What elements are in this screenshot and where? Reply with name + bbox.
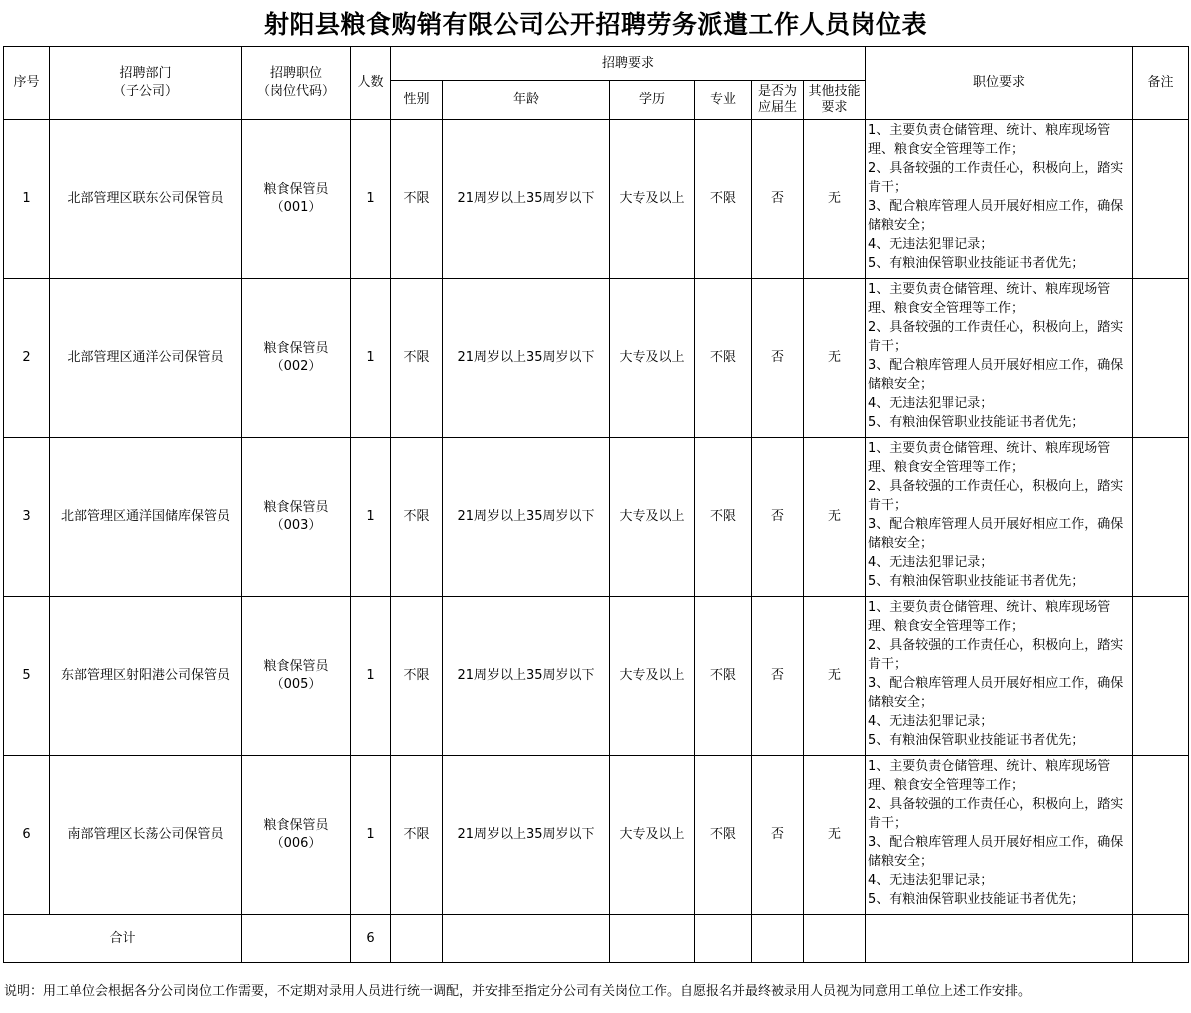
duty-line: 4、无违法犯罪记录； [868, 237, 994, 252]
duty-line: 2、具备较强的工作责任心，积极向上，踏实肯干； [868, 638, 1124, 672]
cell-major: 不限 [695, 438, 752, 597]
cell-other-skills: 无 [804, 597, 866, 756]
cell-gender: 不限 [391, 120, 443, 279]
cell-dept: 南部管理区长荡公司保管员 [50, 756, 242, 915]
duty-line: 2、具备较强的工作责任心，积极向上，踏实肯干； [868, 320, 1124, 354]
total-empty [866, 915, 1133, 963]
cell-dept: 北部管理区通洋国储库保管员 [50, 438, 242, 597]
duty-line: 1、主要负责仓储管理、统计、粮库现场管理、粮食安全管理等工作； [868, 441, 1111, 475]
cell-remarks [1133, 438, 1189, 597]
cell-duties [866, 756, 1133, 915]
duty-line: 3、配合粮库管理人员开展好相应工作，确保储粮安全； [868, 517, 1124, 551]
total-empty [1133, 915, 1189, 963]
cell-remarks [1133, 597, 1189, 756]
cell-education: 大专及以上 [610, 597, 695, 756]
cell-count: 1 [351, 756, 391, 915]
cell-dept: 东部管理区射阳港公司保管员 [50, 597, 242, 756]
cell-gender: 不限 [391, 279, 443, 438]
duty-line: 5、有粮油保管职业技能证书者优先； [868, 415, 1085, 430]
cell-seq: 2 [4, 279, 50, 438]
cell-other-skills: 无 [804, 279, 866, 438]
header-fresh-graduate: 是否为 应届生 [752, 81, 804, 120]
cell-duties [866, 120, 1133, 279]
cell-other-skills: 无 [804, 438, 866, 597]
total-label: 合计 [4, 915, 242, 963]
cell-duties [866, 279, 1133, 438]
cell-age: 21周岁以上35周岁以下 [443, 438, 610, 597]
cell-age: 21周岁以上35周岁以下 [443, 120, 610, 279]
cell-gender: 不限 [391, 597, 443, 756]
duty-line: 4、无违法犯罪记录； [868, 555, 994, 570]
total-empty [391, 915, 443, 963]
cell-remarks [1133, 756, 1189, 915]
header-dept: 招聘部门 （子公司） [50, 47, 242, 120]
cell-fresh-graduate: 否 [752, 756, 804, 915]
duty-line: 3、配合粮库管理人员开展好相应工作，确保储粮安全； [868, 835, 1124, 869]
table-row [4, 279, 1189, 438]
total-empty [752, 915, 804, 963]
cell-fresh-graduate: 否 [752, 438, 804, 597]
duty-line: 1、主要负责仓储管理、统计、粮库现场管理、粮食安全管理等工作； [868, 759, 1111, 793]
cell-count: 1 [351, 438, 391, 597]
duty-line: 3、配合粮库管理人员开展好相应工作，确保储粮安全； [868, 676, 1124, 710]
cell-seq: 6 [4, 756, 50, 915]
table-row [4, 438, 1189, 597]
duty-line: 4、无违法犯罪记录； [868, 396, 994, 411]
cell-seq: 5 [4, 597, 50, 756]
header-remarks: 备注 [1133, 47, 1189, 120]
header-gender: 性别 [391, 81, 443, 120]
duty-line: 5、有粮油保管职业技能证书者优先； [868, 574, 1085, 589]
cell-age: 21周岁以上35周岁以下 [443, 279, 610, 438]
total-empty-position [242, 915, 351, 963]
duty-line: 5、有粮油保管职业技能证书者优先； [868, 733, 1085, 748]
cell-count: 1 [351, 120, 391, 279]
cell-duties [866, 438, 1133, 597]
header-major: 专业 [695, 81, 752, 120]
cell-major: 不限 [695, 597, 752, 756]
duty-line: 1、主要负责仓储管理、统计、粮库现场管理、粮食安全管理等工作； [868, 123, 1111, 157]
cell-education: 大专及以上 [610, 279, 695, 438]
header-requirements: 招聘要求 [391, 47, 866, 81]
cell-remarks [1133, 279, 1189, 438]
header-age: 年龄 [443, 81, 610, 120]
cell-dept: 北部管理区通洋公司保管员 [50, 279, 242, 438]
cell-fresh-graduate: 否 [752, 120, 804, 279]
duty-line: 4、无违法犯罪记录； [868, 714, 994, 729]
header-seq: 序号 [4, 47, 50, 120]
cell-fresh-graduate: 否 [752, 279, 804, 438]
duty-line: 4、无违法犯罪记录； [868, 873, 994, 888]
header-duties: 职位要求 [866, 47, 1133, 120]
cell-count: 1 [351, 597, 391, 756]
cell-seq: 3 [4, 438, 50, 597]
page-title: 射阳县粮食购销有限公司公开招聘劳务派遣工作人员岗位表 [263, 10, 927, 39]
duty-line: 1、主要负责仓储管理、统计、粮库现场管理、粮食安全管理等工作； [868, 600, 1111, 634]
cell-count: 1 [351, 279, 391, 438]
cell-gender: 不限 [391, 756, 443, 915]
duty-line: 2、具备较强的工作责任心，积极向上，踏实肯干； [868, 797, 1124, 831]
total-empty [695, 915, 752, 963]
header-education: 学历 [610, 81, 695, 120]
duty-line: 3、配合粮库管理人员开展好相应工作，确保储粮安全； [868, 358, 1124, 392]
duty-line: 2、具备较强的工作责任心，积极向上，踏实肯干； [868, 161, 1124, 195]
cell-position: 粮食保管员 （003） [242, 438, 351, 597]
duty-line: 5、有粮油保管职业技能证书者优先； [868, 892, 1085, 907]
duty-line: 2、具备较强的工作责任心，积极向上，踏实肯干； [868, 479, 1124, 513]
cell-seq: 1 [4, 120, 50, 279]
total-empty [443, 915, 610, 963]
cell-major: 不限 [695, 756, 752, 915]
header-count: 人数 [351, 47, 391, 120]
cell-duties [866, 597, 1133, 756]
table-row [4, 597, 1189, 756]
cell-education: 大专及以上 [610, 756, 695, 915]
total-empty [610, 915, 695, 963]
cell-age: 21周岁以上35周岁以下 [443, 597, 610, 756]
duty-line: 1、主要负责仓储管理、统计、粮库现场管理、粮食安全管理等工作； [868, 282, 1111, 316]
header-other-skills: 其他技能 要求 [804, 81, 866, 120]
cell-position: 粮食保管员 （002） [242, 279, 351, 438]
total-count: 6 [351, 915, 391, 963]
total-empty [804, 915, 866, 963]
cell-education: 大专及以上 [610, 120, 695, 279]
cell-major: 不限 [695, 120, 752, 279]
cell-other-skills: 无 [804, 120, 866, 279]
cell-position: 粮食保管员 （005） [242, 597, 351, 756]
cell-major: 不限 [695, 279, 752, 438]
positions-table [3, 46, 1189, 963]
cell-dept: 北部管理区联东公司保管员 [50, 120, 242, 279]
cell-fresh-graduate: 否 [752, 597, 804, 756]
footnote: 说明：用工单位会根据各分公司岗位工作需要，不定期对录用人员进行统一调配，并安排至指定分公司有关岗位工作。自愿报名并最终被录用人员视为同意用工单位上述工作安排。 [4, 984, 1032, 999]
cell-other-skills: 无 [804, 756, 866, 915]
cell-position: 粮食保管员 （001） [242, 120, 351, 279]
table-row [4, 120, 1189, 279]
duty-line: 3、配合粮库管理人员开展好相应工作，确保储粮安全； [868, 199, 1124, 233]
cell-remarks [1133, 120, 1189, 279]
cell-education: 大专及以上 [610, 438, 695, 597]
cell-gender: 不限 [391, 438, 443, 597]
cell-age: 21周岁以上35周岁以下 [443, 756, 610, 915]
duty-line: 5、有粮油保管职业技能证书者优先； [868, 256, 1085, 271]
table-row [4, 756, 1189, 915]
total-row [4, 915, 1189, 963]
header-position: 招聘职位 （岗位代码） [242, 47, 351, 120]
cell-position: 粮食保管员 （006） [242, 756, 351, 915]
